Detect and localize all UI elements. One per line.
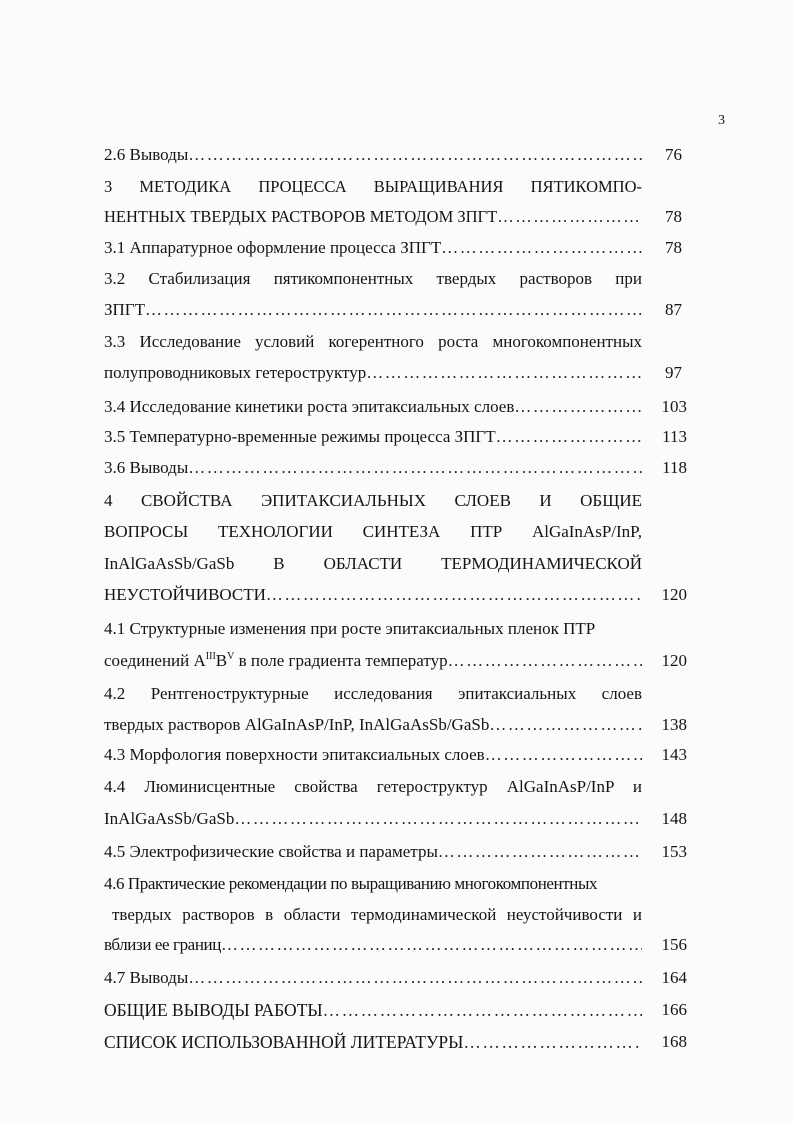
page-number: 3 [718,113,725,128]
toc-page-number: 78 [665,207,682,226]
toc-entry-3-4[interactable] [104,395,642,419]
toc-entry-3-2-line-2[interactable] [104,298,642,322]
toc-entry-title: полупроводниковых гетероструктур [104,363,367,382]
toc-entry-3-6[interactable] [104,456,642,480]
formula-a3b5: $A^{III}B^V$ [193,651,235,670]
toc-entry-4-6-line-2[interactable]: твердых растворов в области термодинамической неустойчивости и [112,905,642,924]
toc-entry-title: вблизи ее границ [104,935,221,954]
toc-entry-4-1-line-1[interactable]: 4.1 Структурные изменения при росте эпитаксиальных пленок ПТР [104,619,596,638]
toc-entry-title: ЗПГТ [104,300,146,319]
toc-page-number: 156 [661,935,687,954]
toc-entry-title [104,649,448,673]
toc-page-number: 153 [661,842,687,861]
toc-page-number: 164 [661,968,687,987]
toc-entry-4-line-3[interactable]: InAlGaAsSb/GaSb В ОБЛАСТИ ТЕРМОДИНАМИЧЕСКОЙ [104,554,642,573]
toc-page-number: 76 [665,145,682,164]
toc-entry-4-line-4[interactable] [104,583,642,607]
leader-dots [496,425,642,449]
toc-entry-3-2-line-1[interactable]: 3.2 Стабилизация пятикомпонентных твердых растворов при [104,269,642,288]
leader-dots [463,1030,642,1054]
toc-entry-4-6-line-3[interactable] [104,933,642,957]
toc-entry-3-5[interactable] [104,425,642,449]
toc-page-number: 143 [661,745,687,764]
toc-entry-4-2-line-2[interactable] [104,713,642,737]
leader-dots [188,143,642,167]
title-part: в поле градиента температур [238,651,448,670]
toc-entry-title: НЕУСТОЙЧИВОСТИ [104,585,266,604]
toc-entry-title: 2.6 Выводы [104,145,189,164]
toc-page-number: 166 [661,1000,687,1019]
leader-dots [489,713,642,737]
toc-page-number: 103 [661,397,687,416]
toc-page-number: 78 [665,238,682,257]
toc-entry-4-7[interactable] [104,966,642,990]
toc-page-number: 148 [661,809,687,828]
toc-entry-3-3-line-1[interactable]: 3.3 Исследование условий когерентного роста многокомпонентных [104,332,642,351]
leader-dots [145,298,642,322]
toc-entry-title: 3.1 Аппаратурное оформление процесса ЗПГТ [104,238,442,257]
leader-dots [366,361,642,385]
toc-entry-4-6-line-1[interactable]: 4.6 Практические рекомендации по выращиванию многокомпонентных [104,874,598,893]
leader-dots [188,456,642,480]
toc-entry-4-5[interactable] [104,840,642,864]
toc-entry-4-line-2[interactable]: ВОПРОСЫ ТЕХНОЛОГИИ СИНТЕЗА ПТР AlGaInAsP/InP, [104,522,642,541]
toc-entry-title: СПИСОК ИСПОЛЬЗОВАННОЙ ЛИТЕРАТУРЫ [104,1032,464,1052]
toc-entry-title: 4.3 Морфология поверхности эпитаксиальных слоев [104,745,485,764]
toc-entry-title: ОБЩИЕ ВЫВОДЫ РАБОТЫ [104,1000,323,1020]
toc-entry-3-1[interactable] [104,236,642,260]
toc-entry-4-4-line-2[interactable] [104,807,642,831]
leader-dots [448,649,642,673]
toc-page-number: 120 [661,585,687,604]
toc-entry-4-3[interactable] [104,743,642,767]
toc-entry-3-3-line-2[interactable] [104,361,642,385]
leader-dots [188,966,642,990]
toc-page-number: 168 [661,1032,687,1051]
toc-entry-title: InAlGaAsSb/GaSb [104,809,235,828]
title-part: соединений [104,651,190,670]
leader-dots [234,807,642,831]
toc-entry-title: 4.5 Электрофизические свойства и параметры [104,842,438,861]
toc-entry-3-line-2[interactable] [104,205,642,229]
toc-page-number: 87 [665,300,682,319]
toc-entry-4-2-line-1[interactable]: 4.2 Рентгеноструктурные исследования эпитаксиальных слоев [104,684,642,703]
toc-entry-conclusions[interactable] [104,998,642,1022]
toc-entry-4-1-line-2[interactable] [104,649,642,673]
leader-dots [266,583,642,607]
leader-dots [221,933,642,957]
toc-entry-title: 3.4 Исследование кинетики роста эпитаксиальных слоев [104,397,515,416]
leader-dots [441,236,642,260]
leader-dots [514,395,642,419]
toc-entry-title: НЕНТНЫХ ТВЕРДЫХ РАСТВОРОВ МЕТОДОМ ЗПГТ [104,207,498,226]
toc-page-number: 120 [661,651,687,670]
toc-page-number: 118 [662,458,687,477]
leader-dots [485,743,642,767]
leader-dots [497,205,642,229]
toc-page-number: 97 [665,363,682,382]
toc-page-number: 138 [661,715,687,734]
toc-entry-title: 3.6 Выводы [104,458,189,477]
toc-entry-4-4-line-1[interactable]: 4.4 Люминисцентные свойства гетероструктур AlGaInAsP/InP и [104,777,642,796]
leader-dots [438,840,642,864]
toc-entry-3-line-1[interactable]: 3 МЕТОДИКА ПРОЦЕССА ВЫРАЩИВАНИЯ ПЯТИКОМПО- [104,177,642,196]
toc-entry-title: 4.7 Выводы [104,968,189,987]
leader-dots [323,998,642,1022]
toc-entry-title: 3.5 Температурно-временные режимы процесса ЗПГТ [104,427,496,446]
toc-entry-4-line-1[interactable]: 4 СВОЙСТВА ЭПИТАКСИАЛЬНЫХ СЛОЕВ И ОБЩИЕ [104,491,642,510]
toc-entry-references[interactable] [104,1030,642,1054]
toc-page-number: 113 [662,427,687,446]
toc-entry-2-6[interactable] [104,143,642,167]
toc-entry-title: твердых растворов AlGaInAsP/InP, InAlGaAsSb/GaSb [104,715,490,734]
